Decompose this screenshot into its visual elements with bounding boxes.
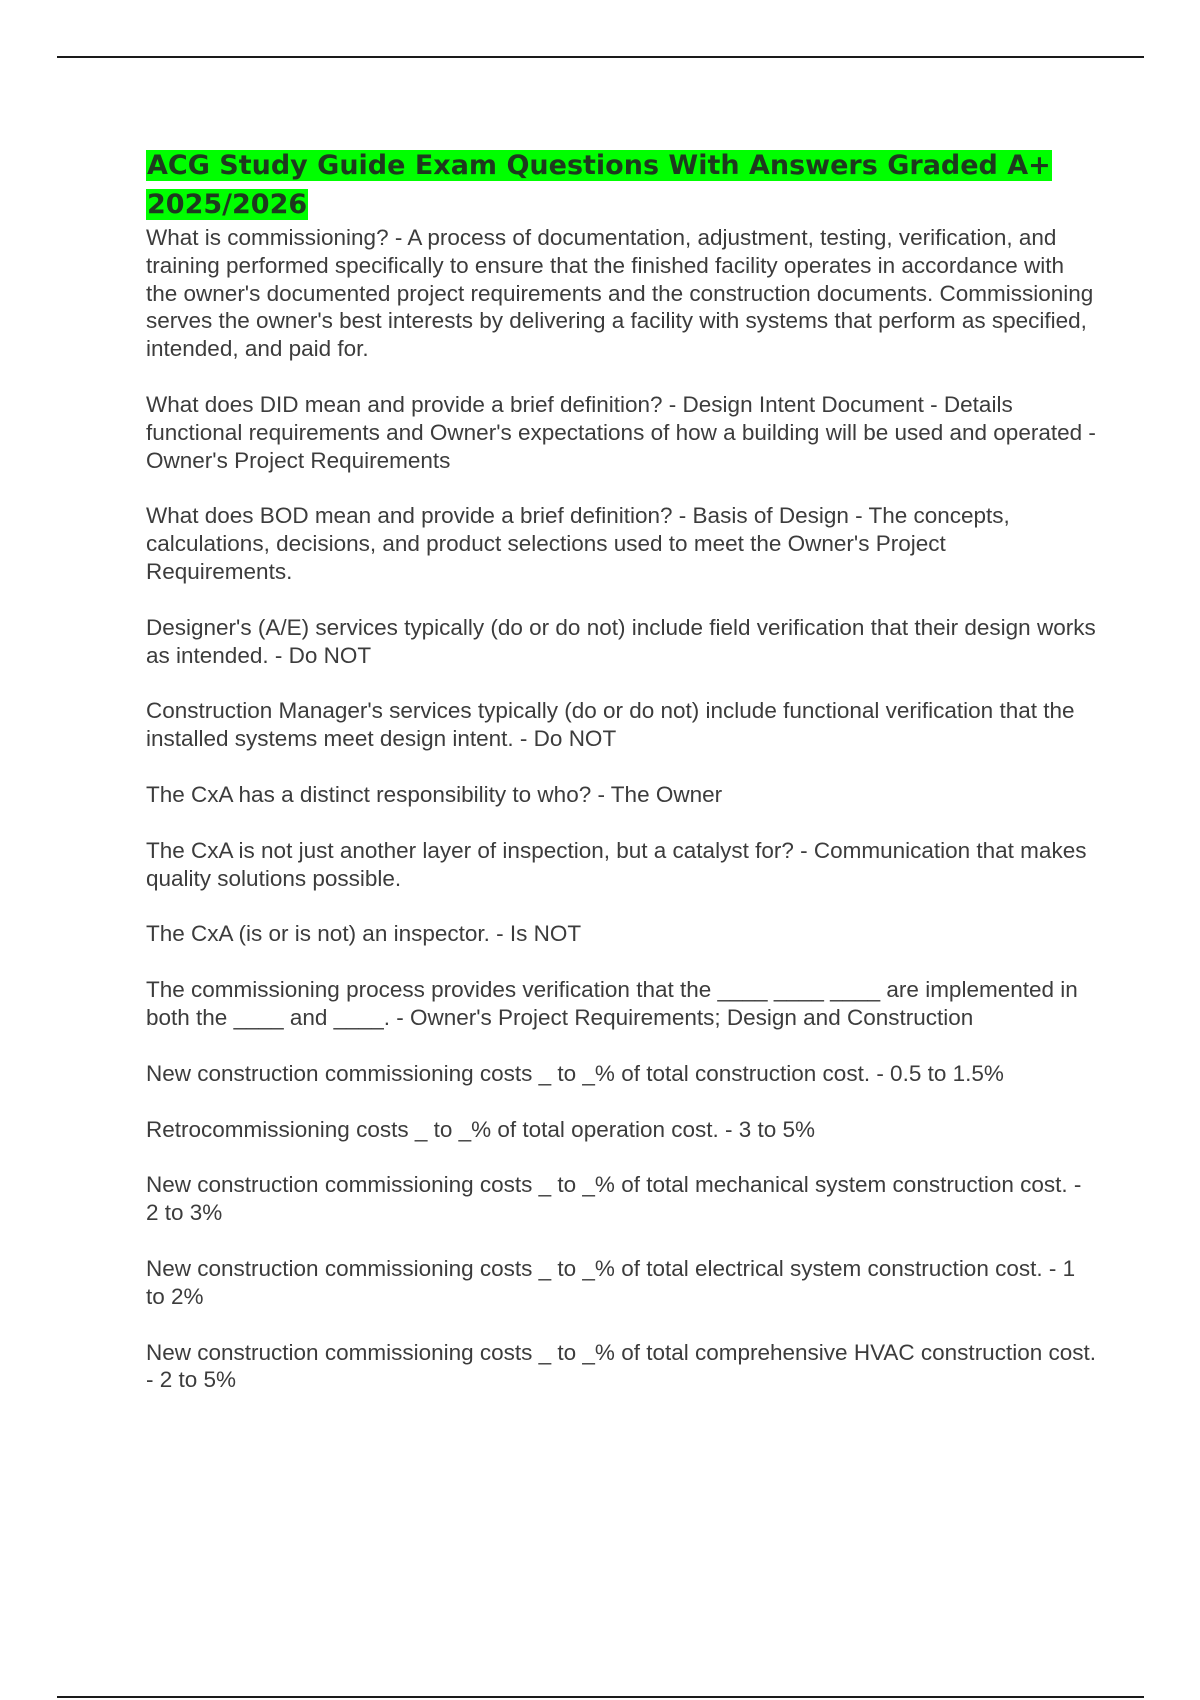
qa-item: The CxA is not just another layer of inspection, but a catalyst for? - Communication that makes quality solutions possible. [146,837,1087,891]
qa-item: The commissioning process provides verification that the ____ ____ ____ are implemented in both the ____ and ____. - Owner's Project Requirements; Design and Construction [146,977,1078,1030]
footer-rule [57,1696,1144,1698]
header-rule [57,56,1144,58]
qa-item: New construction commissioning costs _ to _% of total electrical system construction cost. - 1 to 2% [146,1255,1076,1309]
qa-item: The CxA (is or is not) an inspector. - Is NOT [146,921,582,947]
document-body [146,146,1096,1422]
qa-item: New construction commissioning costs _ to _% of total construction cost. - 0.5 to 1.5% [146,1060,1004,1086]
qa-item: Retrocommissioning costs _ to _% of total operation cost. - 3 to 5% [146,1116,816,1142]
qa-item: New construction commissioning costs _ to _% of total comprehensive HVAC construction cost. - 2 to 5% [146,1339,1096,1393]
qa-item: What does DID mean and provide a brief definition? - Design Intent Document - Details functional requirements and Owner's expectations of how a building will be used and operated - Owner's Project Requirements [146,391,1096,473]
qa-item: The CxA has a distinct responsibility to who? - The Owner [146,781,723,807]
qa-item: What does BOD mean and provide a brief definition? - Basis of Design - The concepts, calculations, decisions, and product selections used to meet the Owner's Project Requirements. [146,503,1010,584]
qa-item: Designer's (A/E) services typically (do or do not) include field verification that their design works as intended. - Do NOT [146,614,1096,668]
qa-item: Construction Manager's services typically (do or do not) include functional verification that the installed systems meet design intent. - Do NOT [146,698,1075,752]
qa-item: What is commissioning? - A process of documentation, adjustment, testing, verification, and training performed specifically to ensure that the finished facility operates in accordance with the owner's documented project requirements and the construction documents. Commissioning serves the owner's best interests by delivering a facility with systems that perform as specified, intended, and paid for. [146,225,1094,362]
title-highlight: ACG Study Guide Exam Questions With Answers Graded A+ 2025/2026 [147,150,1051,220]
qa-item: New construction commissioning costs _ to _% of total mechanical system construction cost. - 2 to 3% [146,1172,1082,1226]
document-title [146,146,1096,224]
